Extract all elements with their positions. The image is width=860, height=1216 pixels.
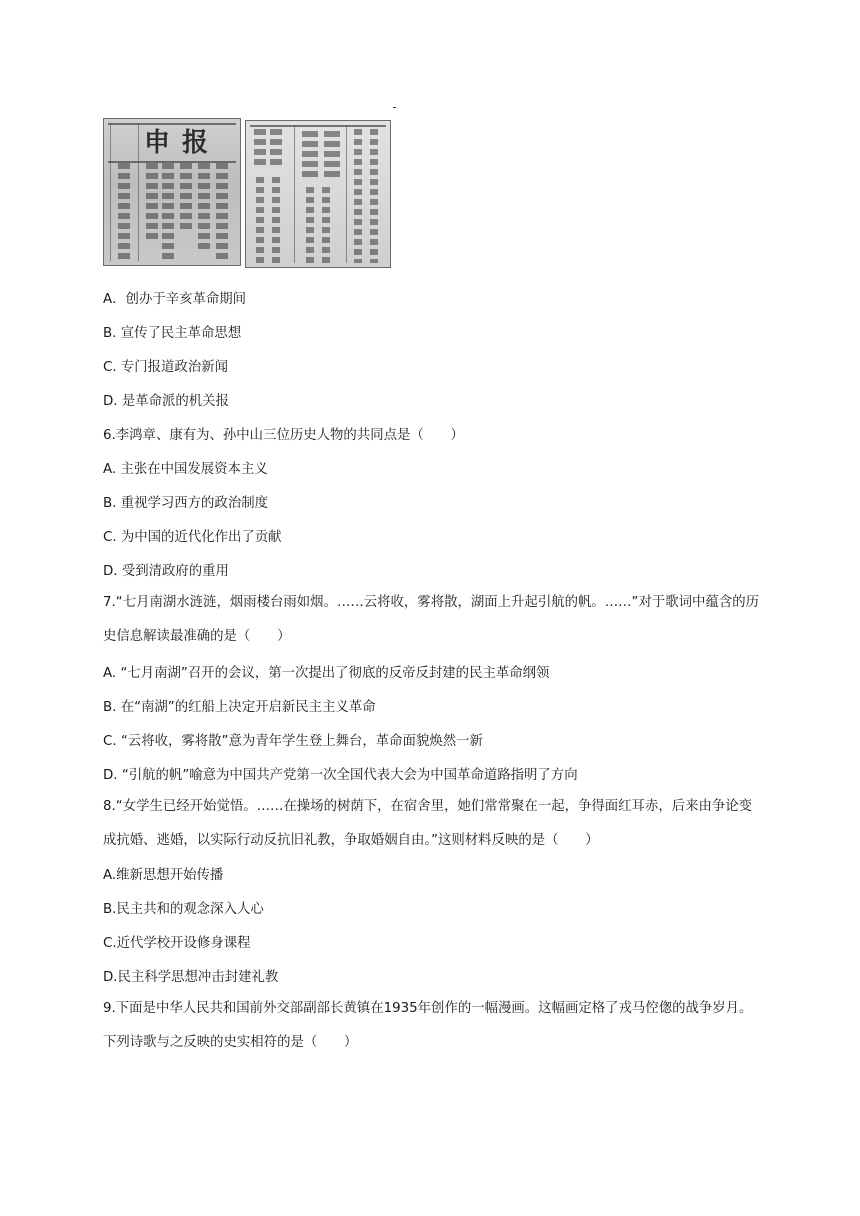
q7-option-d: D. “引航的帆”喻意为中国共产党第一次全国代表大会为中国革命道路指明了方向: [103, 768, 578, 783]
newspaper-masthead: 申报: [144, 128, 221, 158]
q8-option-c: C.近代学校开设修身课程: [103, 936, 251, 951]
newspaper-inner-page: [245, 120, 391, 268]
newspaper-front-page: [103, 118, 241, 266]
q9-stem: 9.下面是中华人民共和国前外交部副部长黄镇在1935年创作的一幅漫画。这幅画定格了戎马倥偬的战争岁月。下列诗歌与之反映的史实相符的是（ ）: [103, 1001, 753, 1050]
q7-option-a: A. “七月南湖”召开的会议，第一次提出了彻底的反帝反封建的民主革命纲领: [103, 666, 550, 681]
q6-stem: 6.李鸿章、康有为、孙中山三位历史人物的共同点是（ ）: [103, 428, 464, 443]
q6-option-a: A. 主张在中国发展资本主义: [103, 462, 268, 477]
q8-option-a: A.维新思想开始传播: [103, 868, 224, 883]
q8-option-d: D.民主科学思想冲击封建礼教: [103, 970, 279, 985]
q6-option-b: B. 重视学习西方的政治制度: [103, 496, 268, 511]
q6-option-c: C. 为中国的近代化作出了贡献: [103, 530, 282, 545]
q5-option-c: C. 专门报道政治新闻: [103, 360, 228, 375]
q6-option-d: D. 受到清政府的重用: [103, 564, 229, 579]
q8-stem: 8.“女学生已经开始觉悟。……在操场的树荫下，在宿舍里，她们常常聚在一起，争得面红耳赤，后来由争论变成抗婚、逃婚，以实际行动反抗旧礼教，争取婚姻自由。”这则材料反映的是（ ）: [103, 799, 753, 848]
q7-stem: 7.“七月南湖水涟涟，烟雨楼台雨如烟。……云将收，雾将散，湖面上升起引航的帆。……”对于歌词中蕴含的历史信息解读最准确的是（ ）: [103, 595, 760, 644]
cursor-mark: [393, 107, 396, 108]
q5-option-a: A．创办于辛亥革命期间: [103, 292, 247, 307]
newspaper-photo: [103, 118, 391, 270]
q5-option-d: D. 是革命派的机关报: [103, 394, 229, 409]
q7-option-b: B. 在“南湖”的红船上决定开启新民主主义革命: [103, 700, 376, 715]
q8-option-b: B.民主共和的观念深入人心: [103, 902, 264, 917]
q5-option-b: B. 宣传了民主革命思想: [103, 326, 242, 341]
q7-option-c: C. “云将收，雾将散”意为青年学生登上舞台，革命面貌焕然一新: [103, 734, 483, 749]
